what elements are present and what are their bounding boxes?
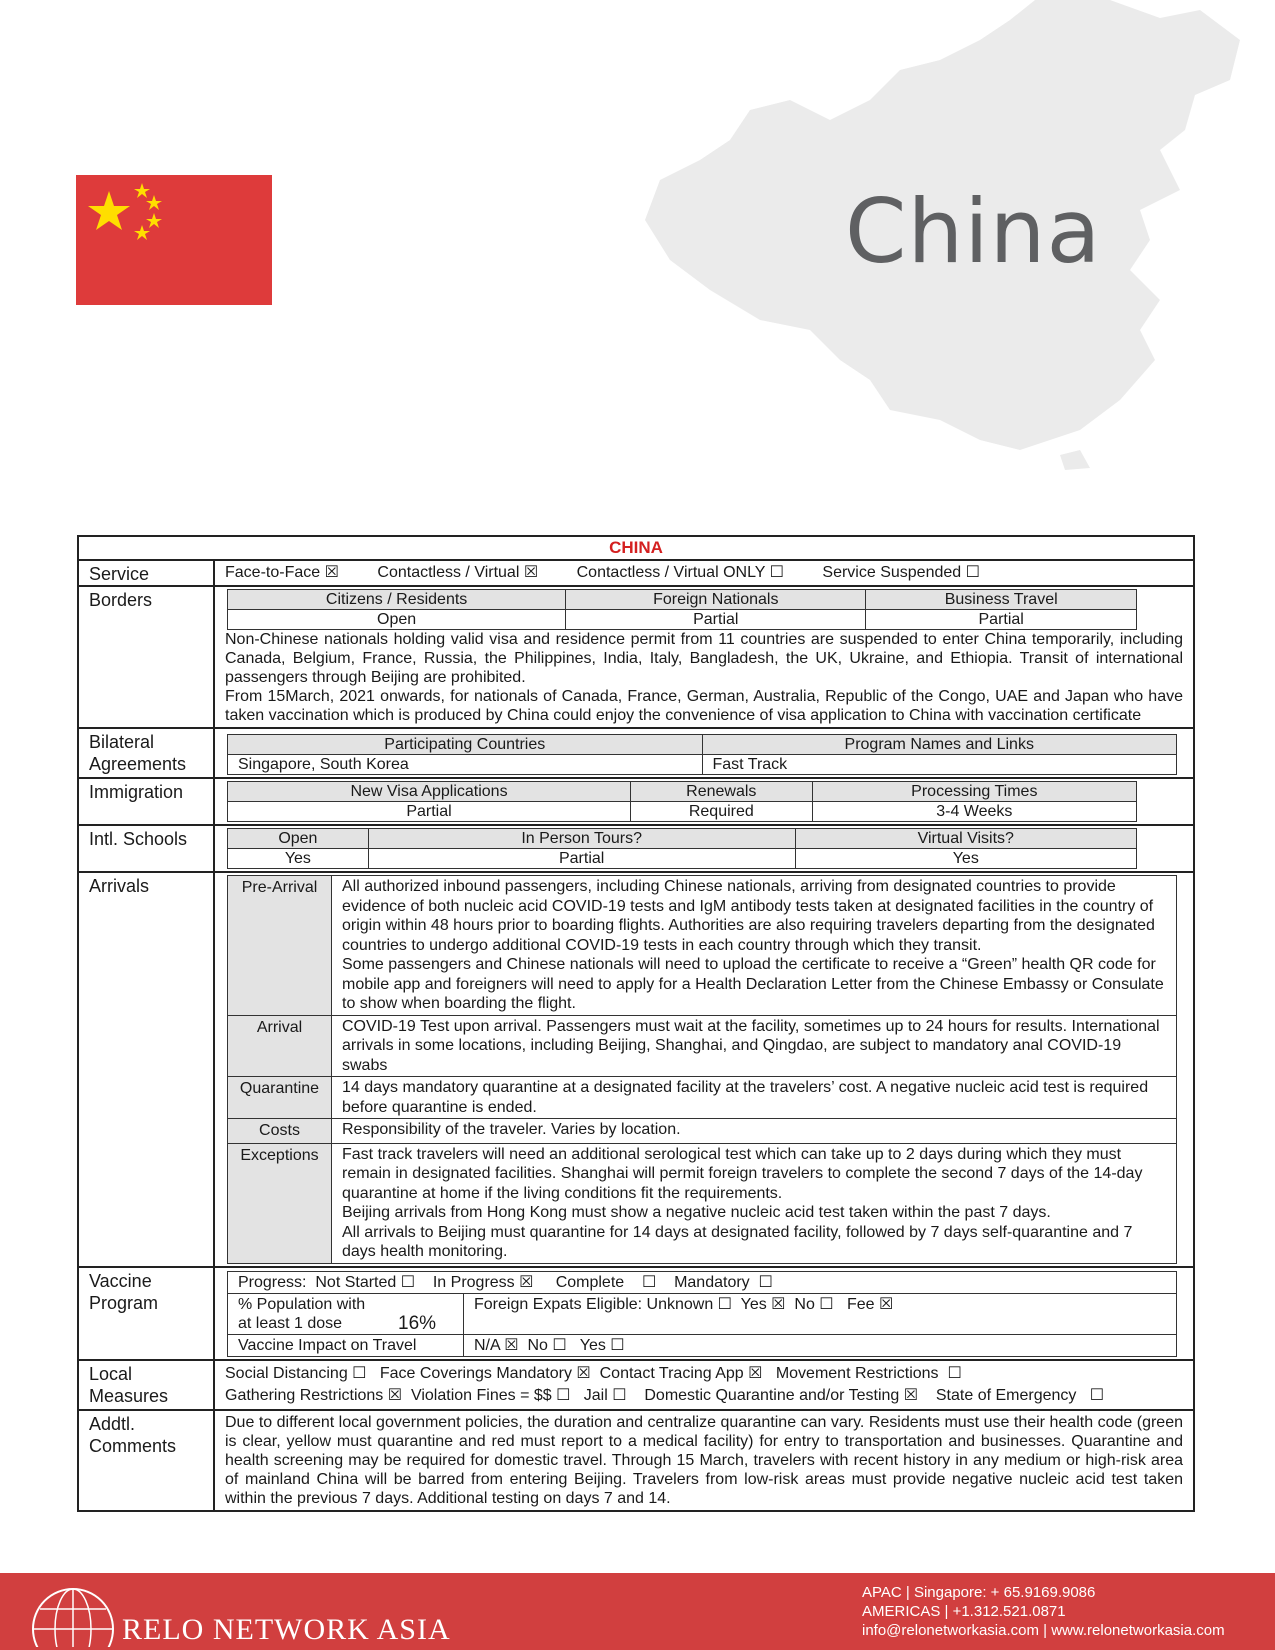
table-header: Citizens / Residents [228, 590, 566, 610]
service-option: Contactless / Virtual ONLY ☐ [576, 564, 784, 581]
country-info-table [77, 535, 1195, 1512]
quarantine-text: 14 days mandatory quarantine at a designated facility at the travelers’ cost. A negative nucleic acid test is required before quarantine is ended. [332, 1077, 1177, 1119]
immigration-table [227, 781, 1137, 822]
pre-arrival-text [332, 876, 1177, 1016]
service-option: Face-to-Face ☒ [225, 564, 339, 581]
footer-brand: RELO NETWORK ASIA [122, 1613, 451, 1646]
population-label-line: % Population with [238, 1295, 366, 1313]
bilateral-row [77, 729, 1195, 779]
vaccine-progress: Progress: Not Started ☐ In Progress ☒ Complete ☐ Mandatory ☐ [228, 1271, 1177, 1293]
population-label [228, 1293, 389, 1334]
table-cell: Yes [795, 849, 1136, 869]
table-header: Virtual Visits? [795, 829, 1136, 849]
country-title: China [845, 180, 1102, 283]
arrival-text: COVID-19 Test upon arrival. Passengers must wait at the facility, sometimes up to 24 hours for results. International arrivals in some locations, including Beijing, Shanghai, and Qingdao, are subject to mandatory anal COVID-19 swabs [332, 1015, 1177, 1077]
service-option: Service Suspended ☐ [822, 564, 980, 581]
globe-logo-icon [28, 1579, 118, 1647]
table-cell: Partial [566, 610, 866, 630]
immigration-label: Immigration [79, 779, 215, 824]
vaccine-label [79, 1268, 215, 1359]
borders-row [77, 587, 1195, 729]
table-cell: Required [631, 802, 813, 822]
pre-arrival-key: Pre-Arrival [228, 876, 332, 1016]
table-header: In Person Tours? [368, 829, 795, 849]
table-header: Business Travel [866, 590, 1137, 610]
table-cell: Fast Track [702, 755, 1177, 775]
comments-label-line: Comments [89, 1435, 177, 1456]
comments-row [77, 1411, 1195, 1512]
schools-row [77, 826, 1195, 873]
table-header: Open [228, 829, 369, 849]
bilateral-label-line: Agreements [89, 754, 187, 774]
comments-label [79, 1411, 215, 1510]
footer-contact [862, 1583, 1225, 1640]
vaccine-label-line: Program [89, 1292, 159, 1313]
table-cell: Yes [228, 849, 369, 869]
bilateral-label [79, 729, 215, 777]
table-title: CHINA [77, 535, 1195, 561]
apac-phone: APAC | Singapore: + 65.9169.9086 [862, 1584, 1096, 1601]
vaccine-label-line: Vaccine [89, 1270, 152, 1291]
borders-label: Borders [79, 587, 215, 727]
service-options [215, 561, 1193, 585]
quarantine-key: Quarantine [228, 1077, 332, 1119]
table-cell: Open [228, 610, 566, 630]
arrivals-label: Arrivals [79, 873, 215, 1266]
arrivals-table [227, 875, 1177, 1264]
borders-note: Non-Chinese nationals holding valid visa and residence permit from 11 countries are suspended to enter China temporarily, including Canada, Belgium, France, Russia, the Philippines, India, Italy, Bangladesh, the UK, Ukraine, and Ethiopia. Transit of international passengers through Beijing are prohibited. [225, 631, 1183, 686]
local-label-line: Local [89, 1363, 133, 1384]
arrivals-row [77, 873, 1195, 1268]
table-header: Renewals [631, 782, 813, 802]
service-label: Service [79, 561, 215, 585]
schools-label: Intl. Schools [79, 826, 215, 871]
china-flag [76, 175, 272, 305]
contact-links[interactable]: info@relonetworkasia.com | www.relonetworkasia.com [862, 1622, 1225, 1639]
costs-text: Responsibility of the traveler. Varies by location. [332, 1119, 1177, 1144]
paragraph: Fast track travelers will need an additional serological test which can take up to 2 days during which they must remain in designated facilities. Shanghai will permit foreign travelers to complete the second 7 days of the 14-day quarantine at home if the living conditions fit the requirements. [342, 1145, 1143, 1202]
local-label-line: Measures [89, 1385, 169, 1406]
vaccine-row [77, 1268, 1195, 1361]
table-cell: Partial [228, 802, 631, 822]
table-header: New Visa Applications [228, 782, 631, 802]
comments-text: Due to different local government policies, the duration and centralize quarantine can vary. Residents must use their health code (green is clear, yellow must quarantine and red must report to a medical facility) for entry to transportation and businesses. Quarantine and health screening may be required for domestic travel. Through 15 March, travelers with recent history in any medium or high-risk area of mainland China will be barred from entering Beijing. Travelers from low-risk areas must provide negative nucleic acid test taken within the previous 7 days. Additional testing on days 7 and 14. [225, 1413, 1183, 1507]
comments-label-line: Addtl. [89, 1413, 136, 1434]
schools-table [227, 828, 1137, 869]
footer [0, 1573, 1275, 1650]
service-row [77, 561, 1195, 587]
population-label-line: at least 1 dose [238, 1314, 343, 1332]
expats-eligible: Foreign Expats Eligible: Unknown ☐ Yes ☒ No ☐ Fee ☒ [464, 1293, 1177, 1334]
exceptions-text [332, 1143, 1177, 1263]
local-measures-line: Social Distancing ☐ Face Coverings Mandatory ☒ Contact Tracing App ☒ Movement Restrictions ☐ [225, 1364, 962, 1382]
americas-phone: AMERICAS | +1.312.521.0871 [862, 1603, 1066, 1620]
bilateral-label-line: Bilateral [89, 732, 155, 752]
service-option: Contactless / Virtual ☒ [377, 564, 539, 581]
local-row [77, 1361, 1195, 1411]
table-cell: 3-4 Weeks [812, 802, 1136, 822]
impact-value: N/A ☒ No ☐ Yes ☐ [464, 1334, 1177, 1356]
vaccine-table [227, 1271, 1177, 1357]
paragraph: All arrivals to Beijing must quarantine for 14 days at designated facility, followed by 7 days self-quarantine and 7 days health monitoring. [342, 1223, 1133, 1260]
table-header: Processing Times [812, 782, 1136, 802]
costs-key: Costs [228, 1119, 332, 1144]
local-label [79, 1361, 215, 1409]
population-value: 16% [388, 1293, 464, 1334]
paragraph: Some passengers and Chinese nationals will need to upload the certificate to receive a “Green” health QR code for mobile app and foreigners will need to apply for a Health Declaration Letter from the Chinese Embassy or Consulate to show when boarding the flight. [342, 956, 1164, 1012]
paragraph: Beijing arrivals from Hong Kong must show a negative nucleic acid test taken within the past 7 days. [342, 1204, 1051, 1221]
paragraph: All authorized inbound passengers, including Chinese nationals, arriving from designated countries to provide evidence of both nucleic acid COVID-19 tests and IgM antibody tests taken at designated facilities in the country of origin within 48 hours prior to boarding flights. Authorities are also requiring travelers departing from the designated countries to undergo additional COVID-19 tests in each country through which they transit. [342, 878, 1155, 954]
arrival-key: Arrival [228, 1015, 332, 1077]
table-header: Foreign Nationals [566, 590, 866, 610]
borders-table [227, 589, 1137, 630]
impact-label: Vaccine Impact on Travel [228, 1334, 464, 1356]
immigration-row [77, 779, 1195, 826]
table-cell: Partial [866, 610, 1137, 630]
bilateral-table [227, 734, 1177, 775]
table-cell: Singapore, South Korea [228, 755, 703, 775]
table-cell: Partial [368, 849, 795, 869]
table-header: Participating Countries [228, 735, 703, 755]
local-measures-line: Gathering Restrictions ☒ Violation Fines = $$ ☐ Jail ☐ Domestic Quarantine and/or Testing ☒ State of Emergency ☐ [225, 1386, 1105, 1404]
table-header: Program Names and Links [702, 735, 1177, 755]
borders-note: From 15March, 2021 onwards, for nationals of Canada, France, German, Australia, Republic of the Congo, UAE and Japan who have taken vaccination which is produced by China could enjoy the convenience of visa application to China with vaccination certificate [225, 688, 1183, 724]
exceptions-key: Exceptions [228, 1143, 332, 1263]
